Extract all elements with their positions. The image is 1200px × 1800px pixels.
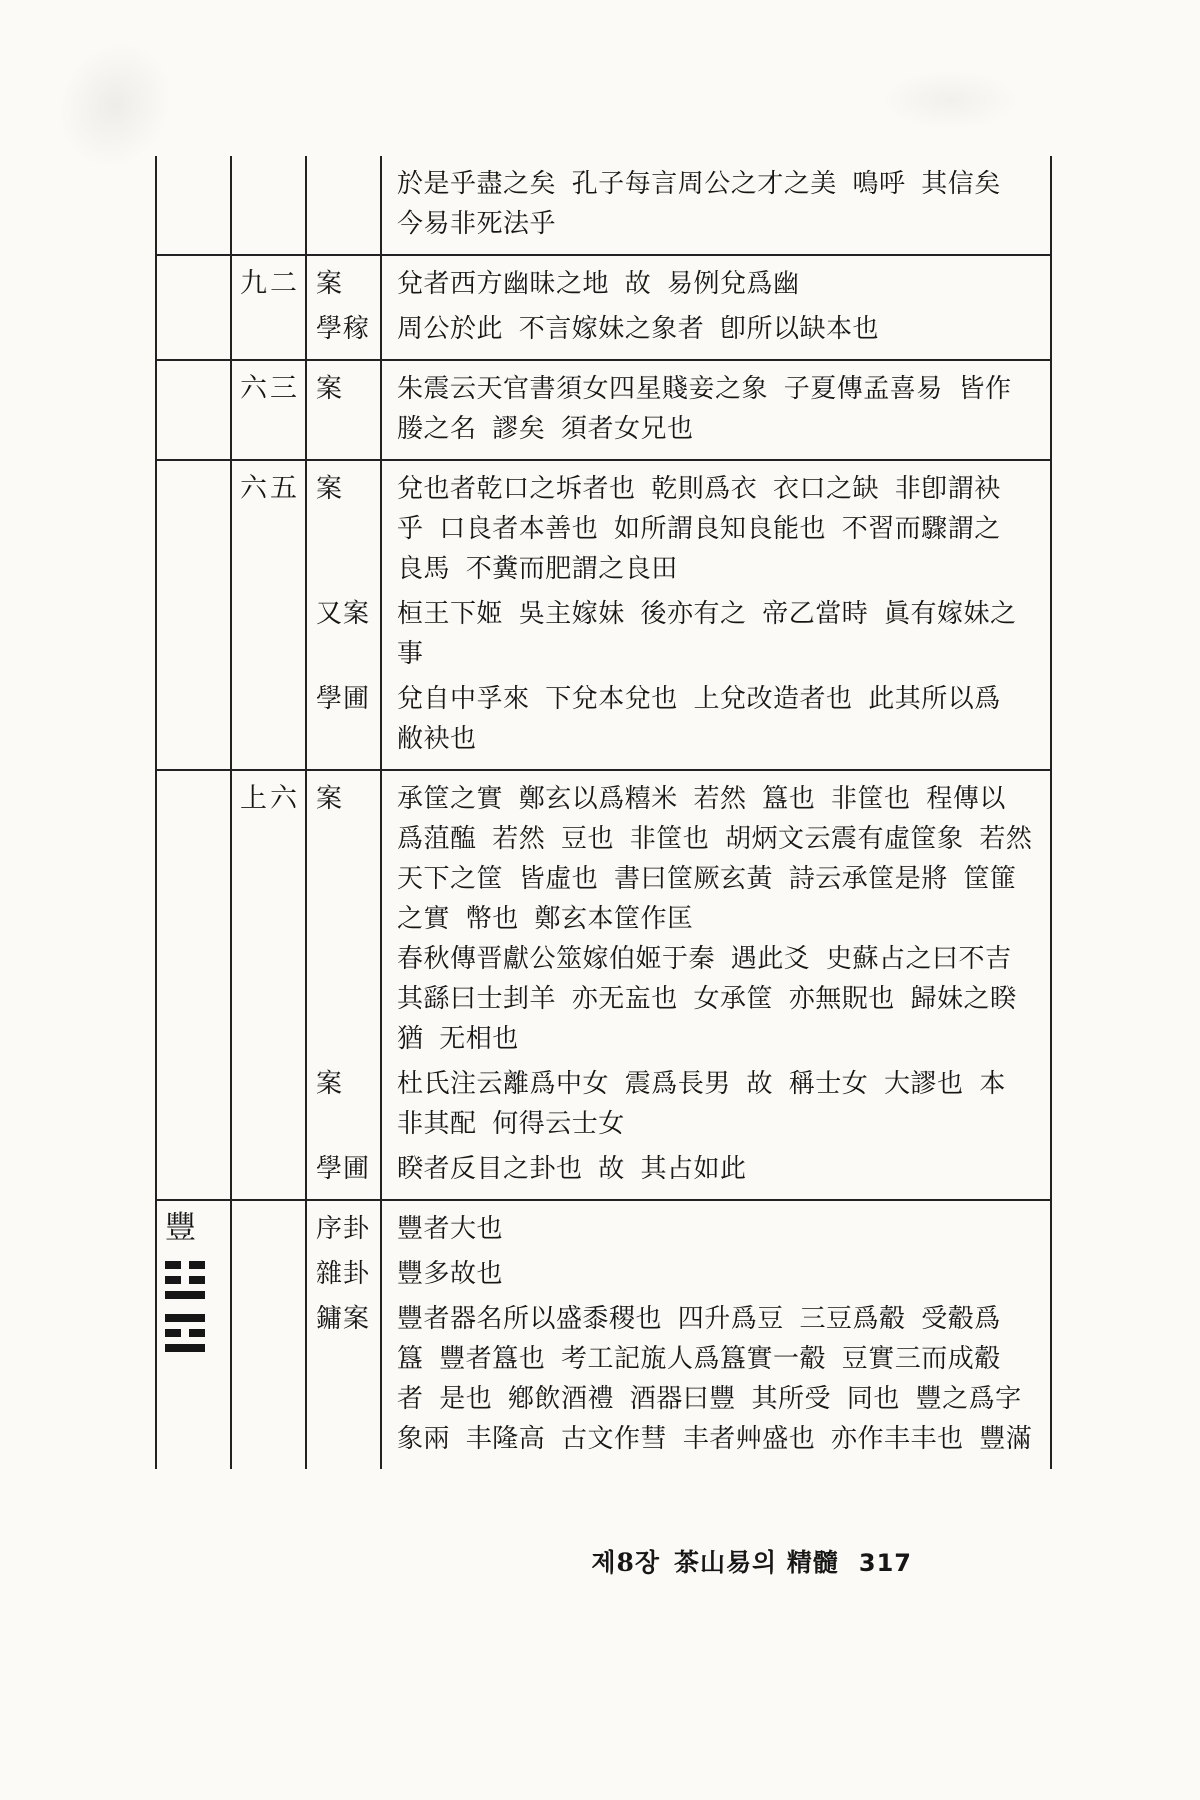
text-line: 非其配 何得云士女 (397, 1109, 625, 1139)
column-divider (380, 461, 382, 769)
hexagram-cell (157, 1201, 232, 1469)
yao-cell (232, 361, 307, 459)
commentary-block (307, 1064, 1050, 1144)
text-line: 其繇曰士刲羊 亦无衁也 女承筐 亦無貺也 歸妹之睽 (397, 984, 1017, 1014)
block-text (380, 594, 1050, 674)
text-line: 豐者器名所以盛黍稷也 四升爲豆 三豆爲觳 受觳爲 (397, 1304, 1001, 1334)
commentary-block (307, 1209, 1050, 1249)
yao-cell-empty (232, 156, 307, 254)
block-label: 鏞案 (316, 1304, 371, 1334)
block-label: 案 (316, 269, 344, 299)
block-text (380, 1149, 1050, 1189)
column-divider (380, 361, 382, 459)
block-text (380, 264, 1050, 304)
text-line: 者 是也 鄕飲酒禮 酒器曰豐 其所受 同也 豐之爲字 (397, 1384, 1022, 1414)
hexagram-character: 豐 (165, 1210, 196, 1246)
yao-cell-empty (232, 1201, 307, 1469)
block-label: 案 (316, 474, 344, 504)
hexagram-line-broken (165, 1261, 205, 1269)
column-divider (380, 771, 382, 1199)
footer-chapter: 제8장 (591, 1548, 661, 1577)
text-line: 象兩 丰隆高 古文作彗 丰者艸盛也 亦作丰丰也 豐滿 (397, 1424, 1033, 1454)
yao-cell (232, 771, 307, 1199)
text-line: 兌者西方幽昧之地 故 易例兌爲幽 (397, 269, 800, 299)
table-row (157, 156, 1050, 256)
row-content (307, 361, 1050, 459)
scan-smudge (880, 70, 1020, 130)
table-row (157, 461, 1050, 771)
text-line: 今易非死法乎 (397, 209, 557, 239)
text-line: 天下之筐 皆虛也 書曰筐厥玄黃 詩云承筐是將 筐篚 (397, 864, 1017, 894)
block-text (380, 164, 1050, 244)
block-label: 學稼 (316, 314, 371, 344)
hexagram-cell-empty (157, 256, 232, 359)
commentary-block (307, 1299, 1050, 1459)
hexagram-cell-empty (157, 771, 232, 1199)
commentary-block (307, 779, 1050, 1059)
text-line: 事 (397, 639, 424, 669)
hexagram-line-broken (165, 1329, 205, 1337)
hexagram-cell-empty (157, 461, 232, 769)
text-line: 兌自中孚來 下兌本兌也 上兌改造者也 此其所以爲 (397, 684, 1001, 714)
text-line: 簋 豐者簋也 考工記旊人爲簋實一觳 豆實三而成觳 (397, 1344, 1001, 1374)
block-text (380, 1299, 1050, 1459)
block-label: 雜卦 (316, 1259, 371, 1289)
block-label: 序卦 (316, 1214, 371, 1244)
yao-label: 六五 (240, 473, 300, 504)
yao-label: 上六 (240, 783, 300, 814)
commentary-block (307, 594, 1050, 674)
text-line: 豐者大也 (397, 1214, 504, 1244)
column-divider (380, 256, 382, 359)
text-line: 杜氏注云離爲中女 震爲長男 故 稱士女 大謬也 本 (397, 1069, 1006, 1099)
text-line: 乎 口良者本善也 如所謂良知良能也 不習而驟謂之 (397, 514, 1001, 544)
commentary-block (307, 264, 1050, 304)
commentary-block (307, 369, 1050, 449)
text-line: 朱震云天官書須女四星賤妾之象 子夏傳孟喜易 皆作 (397, 374, 1012, 404)
yao-label: 六三 (240, 373, 300, 404)
text-line: 桓王下姬 吳主嫁妹 後亦有之 帝乙當時 眞有嫁妹之 (397, 599, 1017, 629)
text-line: 豐多故也 (397, 1259, 504, 1289)
scan-table (155, 156, 1052, 1469)
row-content (307, 771, 1050, 1199)
table-row (157, 1201, 1050, 1469)
block-label: 學圃 (316, 1154, 371, 1184)
block-text (380, 1209, 1050, 1249)
block-label (307, 164, 380, 244)
block-label: 又案 (316, 599, 371, 629)
block-text (380, 679, 1050, 759)
row-content (307, 256, 1050, 359)
block-text (380, 309, 1050, 349)
yao-cell (232, 256, 307, 359)
row-content (307, 461, 1050, 769)
row-content (307, 156, 1050, 254)
column-divider (380, 156, 382, 254)
text-line: 承筐之實 鄭玄以爲糦米 若然 簋也 非筐也 程傳以 (397, 784, 1006, 814)
text-line: 爲菹醢 若然 豆也 非筐也 胡炳文云震有虛筐象 若然 (397, 824, 1033, 854)
text-line: 敝袂也 (397, 724, 477, 754)
commentary-block (307, 1254, 1050, 1294)
hexagram-line-solid (165, 1291, 205, 1299)
table-row (157, 256, 1050, 361)
block-text (380, 1064, 1050, 1144)
block-label: 學圃 (316, 684, 371, 714)
block-label: 案 (316, 374, 344, 404)
footer-page-number: 317 (858, 1549, 912, 1577)
commentary-block (307, 679, 1050, 759)
block-label: 案 (316, 1069, 344, 1099)
block-text (380, 779, 1050, 1059)
text-line: 周公於此 不言嫁妹之象者 卽所以缺本也 (397, 314, 880, 344)
commentary-block (307, 309, 1050, 349)
table-row (157, 361, 1050, 461)
page-footer (0, 1543, 912, 1579)
hexagram-line-broken (165, 1276, 205, 1284)
text-line: 兌也者乾口之坼者也 乾則爲衣 衣口之缺 非卽謂袂 (397, 474, 1001, 504)
text-line: 於是乎盡之矣 孔子每言周公之才之美 鳴呼 其信矣 (397, 169, 1001, 199)
text-line: 媵之名 謬矣 須者女兄也 (397, 414, 694, 444)
text-line: 春秋傳晋獻公筮嫁伯姬于秦 遇此爻 史蘇占之曰不吉 (397, 944, 1012, 974)
text-line: 之實 幣也 鄭玄本筐作匡 (397, 904, 694, 934)
block-text (380, 369, 1050, 449)
block-label: 案 (316, 784, 344, 814)
commentary-block (307, 469, 1050, 589)
text-line: 良馬 不糞而肥謂之良田 (397, 554, 678, 584)
commentary-block (307, 1149, 1050, 1189)
commentary-block (307, 164, 1050, 244)
hexagram-cell-empty (157, 156, 232, 254)
hexagram-feng-symbol (165, 1261, 205, 1352)
text-line: 睽者反目之卦也 故 其占如此 (397, 1154, 747, 1184)
column-divider (380, 1201, 382, 1469)
hexagram-line-solid (165, 1344, 205, 1352)
yao-label: 九二 (240, 268, 300, 299)
row-content (307, 1201, 1050, 1469)
yao-cell (232, 461, 307, 769)
hexagram-line-solid (165, 1314, 205, 1322)
table-row (157, 771, 1050, 1201)
hexagram-cell-empty (157, 361, 232, 459)
text-line: 猶 无相也 (397, 1024, 519, 1054)
block-text (380, 469, 1050, 589)
footer-title: 茶山易의 精髓 (674, 1548, 839, 1577)
block-text (380, 1254, 1050, 1294)
